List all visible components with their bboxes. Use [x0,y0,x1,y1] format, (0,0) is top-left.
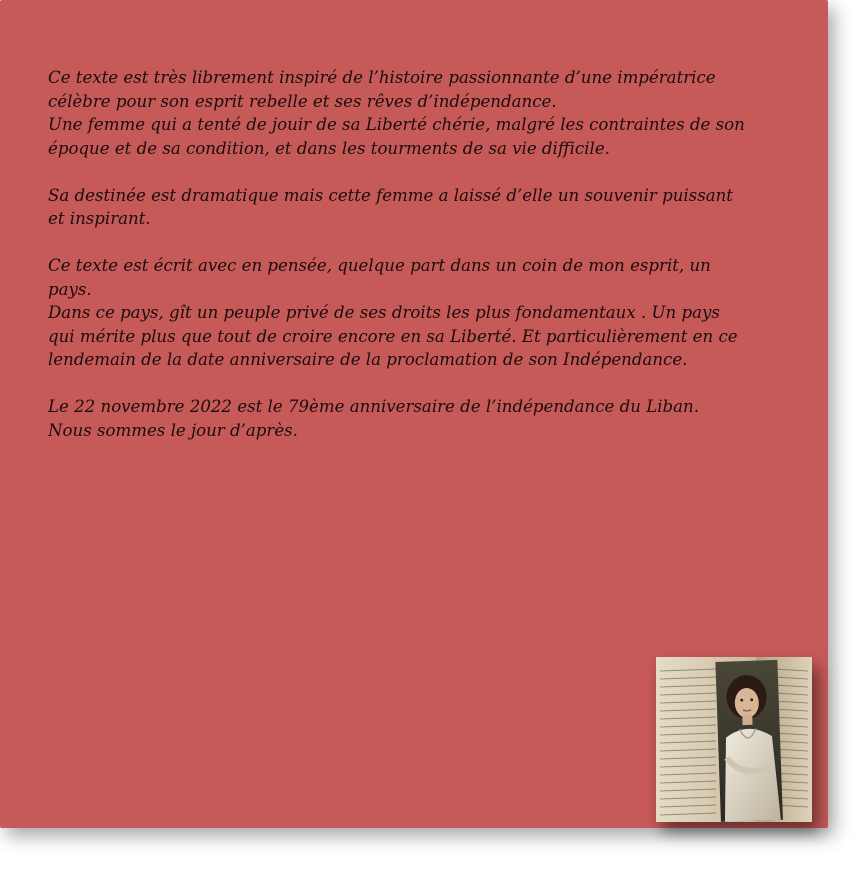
text-line: célèbre pour son esprit rebelle et ses rêves d’indépendance. [48,91,557,111]
book-portrait-thumbnail[interactable] [656,657,812,822]
text-line: et inspirant. [48,209,151,228]
paragraph-country [48,254,788,372]
text-line: pays. [48,279,92,299]
paragraph-anniversary [48,395,788,442]
text-line: lendemain de la date anniversaire de la proclamation de son Indépendance. [48,350,688,369]
text-line: qui mérite plus que tout de croire encore en sa Liberté. Et particulièrement en ce [48,326,738,346]
text-line: Ce texte est très librement inspiré de l’histoire passionnante d’une impératrice [48,68,716,87]
paragraph-destiny [48,184,788,231]
text-line: époque et de sa condition, et dans les tourments de sa vie difficile. [48,138,610,158]
text-line: Ce texte est écrit avec en pensée, quelque part dans un coin de mon esprit, un [48,256,711,275]
text-line: Le 22 novembre 2022 est le 79ème anniversaire de l’indépendance du Liban. [48,397,699,416]
paragraph-intro [48,66,788,160]
book-portrait-photo-icon [656,657,812,822]
text-line: Dans ce pays, gît un peuple privé de ses droits les plus fondamentaux . Un pays [48,303,720,322]
text-line: Nous sommes le jour d’après. [48,420,298,440]
text-block [48,66,788,466]
text-line: Une femme qui a tenté de jouir de sa Liberté chérie, malgré les contraintes de son [48,115,745,134]
text-line: Sa destinée est dramatique mais cette femme a laissé d’elle un souvenir puissant [48,185,733,205]
